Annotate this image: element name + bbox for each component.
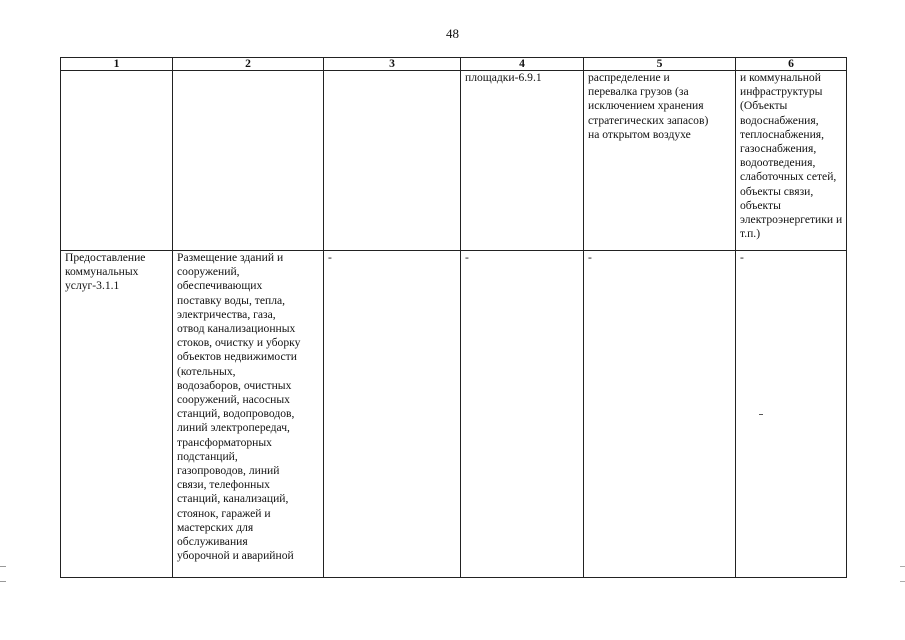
table-cell — [61, 71, 173, 251]
scan-edge-mark-right — [900, 566, 905, 582]
cell-text: Размещение зданий и сооружений, обеспечивающих поставку воды, тепла, электричества, газа, отвод канализационных стоков, очистку и уборку объектов недвижимости (котельных, водозаборов, очистных сооружений, насосных станций, водопроводов, линий электропередач, трансформаторных подстанций, газопроводов, линий связи, телефонных станций, канализаций, стоянок, гаражей и мастерских для обслуживания уборочной и аварийной — [177, 251, 301, 563]
page-number: 48 — [446, 26, 459, 41]
table-cell — [736, 71, 847, 251]
table-cell — [324, 71, 461, 251]
cell-text: площадки-6.9.1 — [465, 71, 542, 84]
cell-text: - — [328, 251, 332, 264]
table-cell — [461, 71, 584, 251]
regulations-table — [60, 57, 847, 578]
header-row — [61, 58, 847, 71]
header-col-5: 5 — [584, 58, 736, 71]
table-cell — [584, 251, 736, 578]
table-cell — [736, 251, 847, 578]
header-col-4: 4 — [461, 58, 584, 71]
cell-text: и коммунальной инфраструктуры (Объекты водоснабжения, теплоснабжения, газоснабжения, водоотведения, слаботочных сетей, объекты связи, объекты электроэнергетики и т.п.) — [740, 71, 843, 241]
table-cell — [173, 251, 324, 578]
header-col-6: 6 — [736, 58, 847, 71]
cell-text: - — [588, 251, 592, 264]
cell-text: Предоставление коммунальных услуг-3.1.1 — [65, 251, 146, 293]
table-row — [61, 71, 847, 251]
header-col-2: 2 — [173, 58, 324, 71]
table-cell — [584, 71, 736, 251]
cell-text: - — [465, 251, 469, 264]
table-cell — [173, 71, 324, 251]
scan-speck — [759, 414, 763, 415]
scan-edge-mark-left — [0, 566, 6, 582]
table-cell — [61, 251, 173, 578]
table-row — [61, 251, 847, 578]
cell-text: - — [740, 251, 744, 264]
header-col-1: 1 — [61, 58, 173, 71]
table-cell — [324, 251, 461, 578]
header-col-3: 3 — [324, 58, 461, 71]
table-cell — [461, 251, 584, 578]
cell-text: распределение и перевалка грузов (за исключением хранения стратегических запасов) на открытом воздухе — [588, 71, 709, 141]
